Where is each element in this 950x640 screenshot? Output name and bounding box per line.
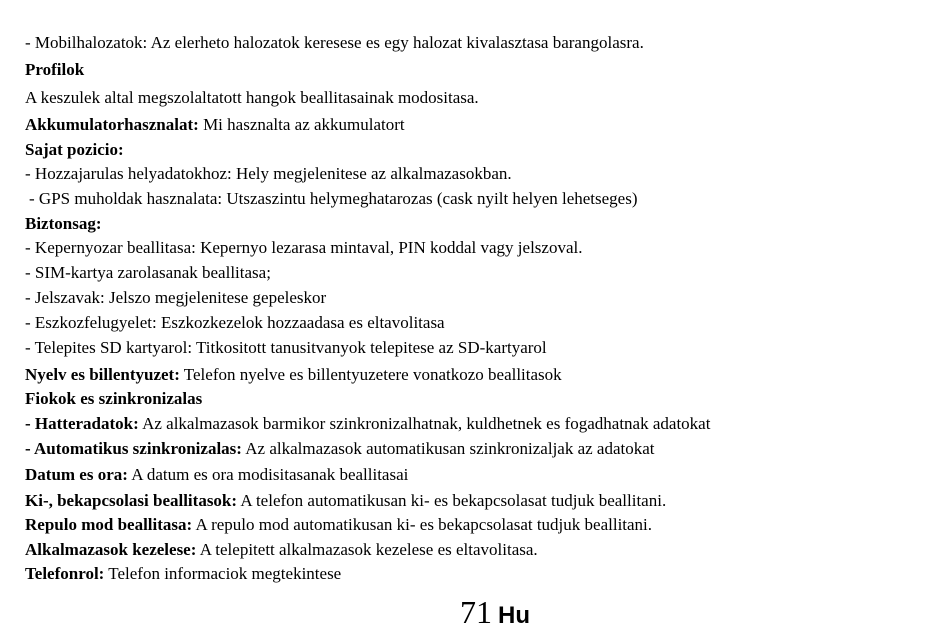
line-text: - Mobilhalozatok: Az elerheto halozatok keresese es egy halozat kivalasztasa barangolasra. — [25, 33, 644, 52]
line-label: Repulo mod beallitasa: — [25, 515, 193, 534]
text-line-battery — [25, 115, 405, 135]
text-line-auto-sync — [25, 439, 655, 459]
section-heading-profiles — [25, 60, 84, 80]
text-line-background-data — [25, 414, 710, 434]
text-line-date-time — [25, 465, 408, 485]
text-line-power-schedule — [25, 491, 666, 511]
line-text: A datum es ora modisitasanak beallitasai — [127, 465, 409, 484]
line-label: - Automatikus szinkronizalas: — [25, 439, 242, 458]
line-text: - Hozzajarulas helyadatokhoz: Hely megjelenitese az alkalmazasokban. — [25, 164, 512, 183]
text-line-sd-install — [25, 338, 547, 358]
line-text: A telefon automatikusan ki- es bekapcsolasat tudjuk beallitani. — [237, 491, 667, 510]
line-text: - Telepites SD kartyarol: Titkositott tanusitvanyok telepitese az SD-kartyarol — [25, 338, 547, 357]
text-line-screen-lock — [25, 238, 582, 258]
text-line-app-management — [25, 540, 538, 560]
text-line-passwords — [25, 288, 326, 308]
line-label: Sajat pozicio: — [25, 140, 124, 159]
page-footer — [460, 594, 530, 637]
line-text: - Eszkozfelugyelet: Eszkozkezelok hozzaadasa es eltavolitasa — [25, 313, 445, 332]
line-label: Alkalmazasok kezelese: — [25, 540, 197, 559]
line-text: Telefon nyelve es billentyuzetere vonatkozo beallitasok — [179, 365, 562, 384]
line-text: Mi hasznalta az akkumulatort — [198, 115, 405, 134]
language-code: Hu — [498, 602, 530, 629]
text-line-profiles-desc — [25, 88, 479, 108]
line-text: A repulo mod automatikusan ki- es bekapcsolasat tudjuk beallitani. — [192, 515, 653, 534]
line-text: - GPS muholdak hasznalata: Utszaszintu helymeghatarozas (cask nyilt helyen lehetseges) — [29, 189, 638, 208]
line-text: Az alkalmazasok automatikusan szinkronizaljak az adatokat — [241, 439, 655, 458]
text-line-device-admin — [25, 313, 445, 333]
line-label: Profilok — [25, 60, 85, 79]
line-label: Datum es ora: — [25, 465, 128, 484]
line-text: - Jelszavak: Jelszo megjelenitese gepeleskor — [25, 288, 327, 307]
line-text: - SIM-kartya zarolasanak beallitasa; — [25, 263, 271, 282]
section-heading-location — [25, 140, 124, 160]
line-label: Akkumulatorhasznalat: — [25, 115, 199, 134]
section-heading-accounts-sync — [25, 389, 202, 409]
text-line-mobile-networks — [25, 33, 644, 53]
line-label: Ki-, bekapcsolasi beallitasok: — [25, 491, 238, 510]
section-heading-security — [25, 214, 102, 234]
text-line-language-keyboard — [25, 365, 562, 385]
line-label: Nyelv es billentyuzet: — [25, 365, 180, 384]
line-label: Telefonrol: — [25, 564, 105, 583]
line-text: A telepitett alkalmazasok kezelese es eltavolitasa. — [196, 540, 538, 559]
text-line-about-phone — [25, 564, 341, 584]
text-line-airplane-mode — [25, 515, 652, 535]
line-label: - Hatteradatok: — [25, 414, 139, 433]
text-line-sim-lock — [25, 263, 271, 283]
text-line-gps — [29, 189, 638, 209]
line-label: Biztonsag: — [25, 214, 102, 233]
line-text: Az alkalmazasok barmikor szinkronizalhatnak, kuldhetnek es fogadhatnak adatokat — [138, 414, 711, 433]
line-label: Fiokok es szinkronizalas — [25, 389, 203, 408]
line-text: - Kepernyozar beallitasa: Kepernyo lezarasa mintaval, PIN koddal vagy jelszoval. — [25, 238, 583, 257]
line-text: Telefon informaciok megtekintese — [104, 564, 342, 583]
text-line-location-access — [25, 164, 512, 184]
page-number: 71 — [460, 594, 492, 630]
line-text: A keszulek altal megszolaltatott hangok beallitasainak modositasa. — [25, 88, 479, 107]
